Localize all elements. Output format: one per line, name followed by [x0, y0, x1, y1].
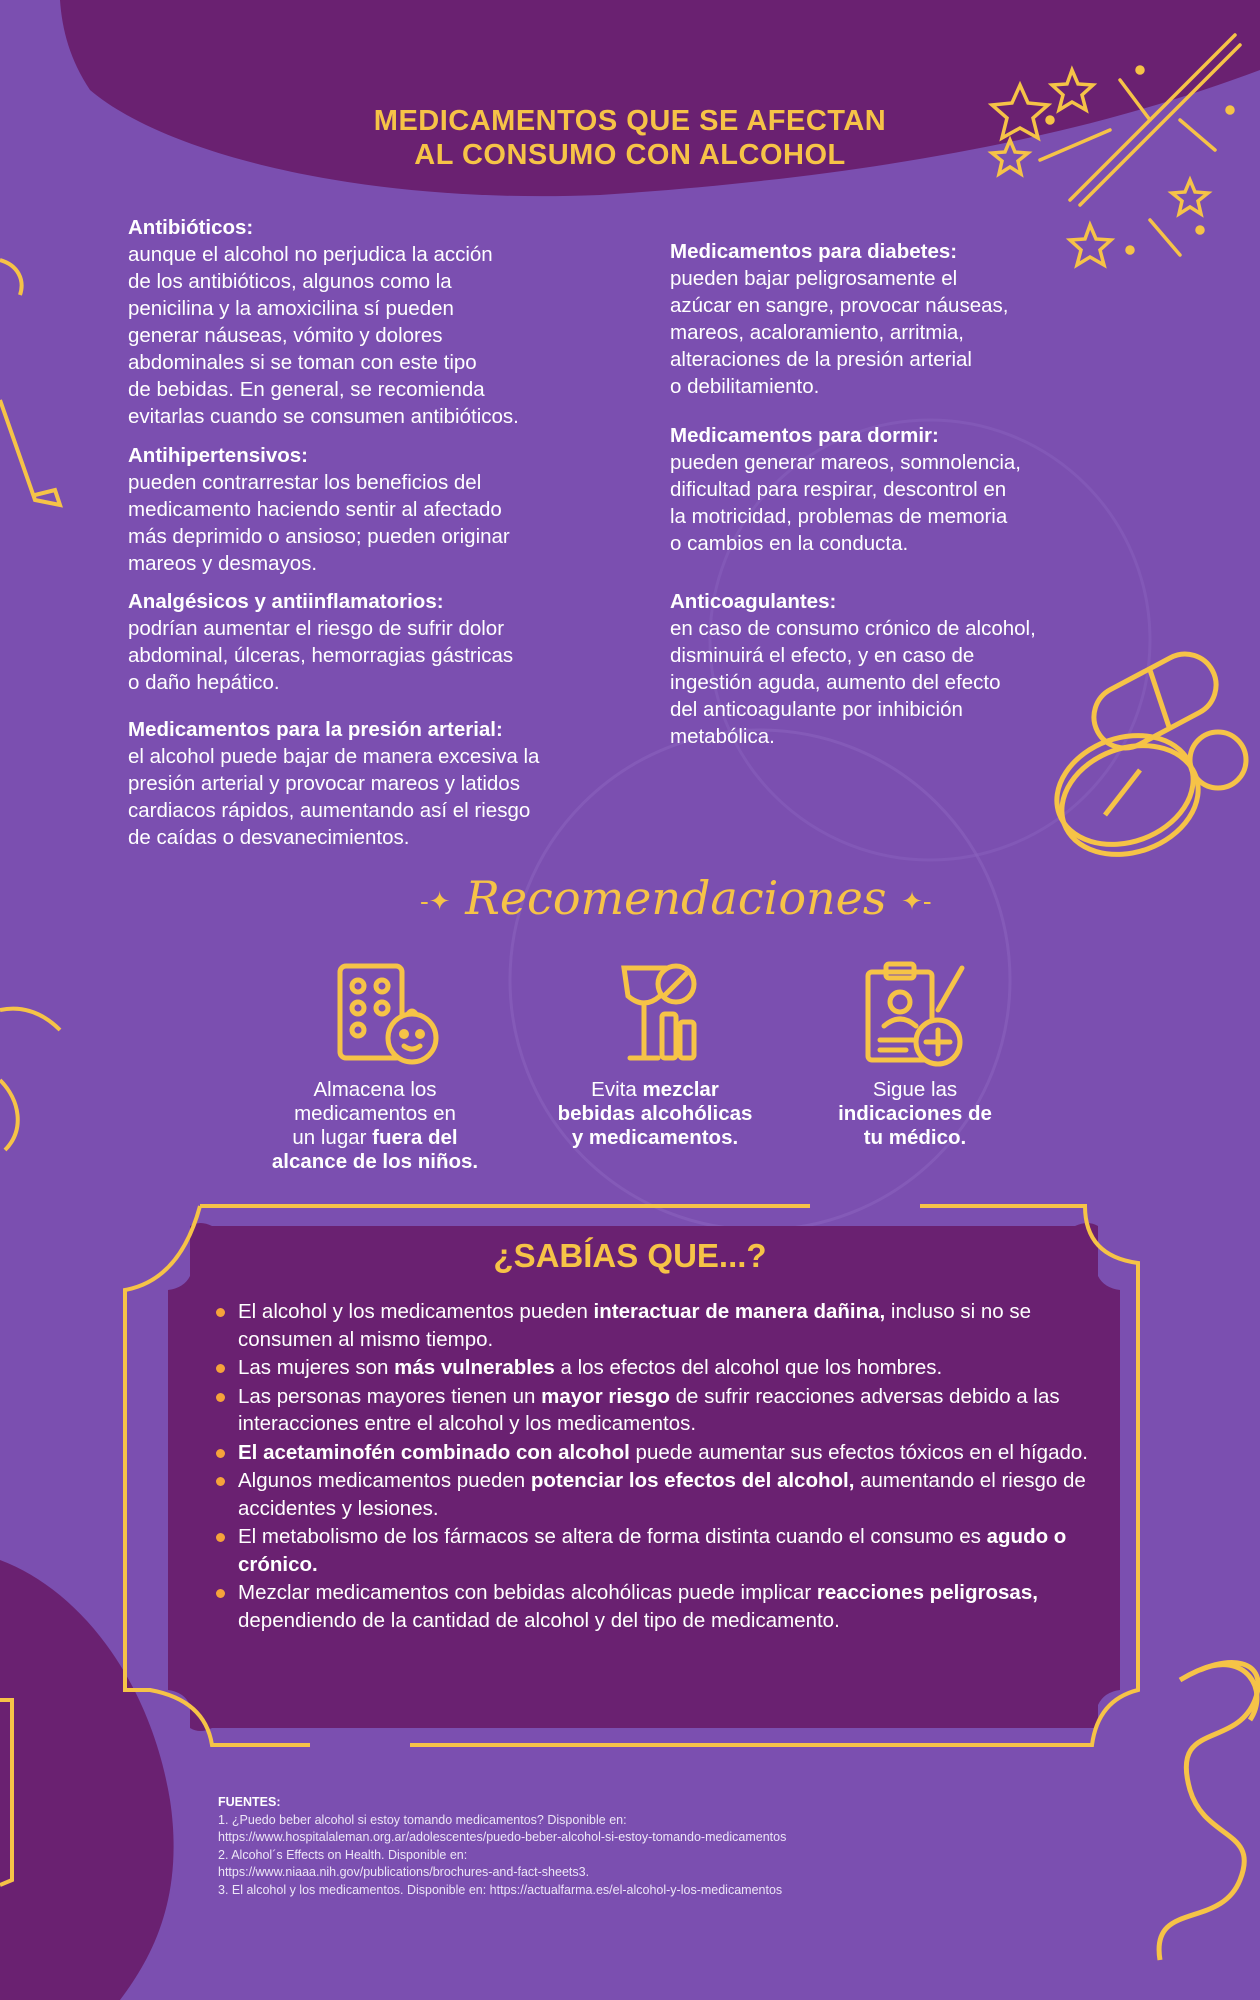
- fact-item: [216, 1383, 1096, 1438]
- sparkle-icon: ✦-: [901, 887, 932, 917]
- fact-text: aumentando el riesgo de accidentes y lesiones.: [238, 1469, 1086, 1520]
- fact-bold: agudo o crónico.: [238, 1525, 1067, 1576]
- bottom-left-blob: [0, 1560, 174, 2000]
- med-title: Antibióticos:: [128, 216, 254, 239]
- med-line: o debilitamiento.: [670, 375, 820, 398]
- fact-item: [216, 1298, 1096, 1353]
- reco-bold: indicaciones de: [838, 1102, 992, 1125]
- med-line: o cambios en la conducta.: [670, 532, 909, 555]
- fact-text: Las personas mayores tienen un: [238, 1384, 542, 1408]
- med-line: penicilina y la amoxicilina sí pueden: [128, 297, 454, 320]
- no-alcohol-icon: [618, 962, 702, 1066]
- reco-line: medicamentos en: [294, 1102, 456, 1125]
- page-title: [300, 104, 960, 172]
- reco-bold: fuera del: [372, 1126, 458, 1149]
- sources-title: FUENTES:: [218, 1795, 281, 1809]
- med-line: medicamento haciendo sentir al afectado: [128, 498, 502, 521]
- recommendation-3: [800, 1078, 1030, 1150]
- reco-line-mixed: [240, 1126, 510, 1150]
- reco-line-bold: [800, 1102, 1030, 1126]
- med-line: aunque el alcohol no perjudica la acción: [128, 243, 493, 266]
- recommendations-title-text: Recomendaciones: [465, 871, 887, 925]
- fact-item: [216, 1523, 1096, 1578]
- med-line: la motricidad, problemas de memoria: [670, 505, 1008, 528]
- bullet-icon: [216, 1533, 225, 1542]
- reco-text: un lugar: [292, 1126, 373, 1149]
- med-title: Medicamentos para diabetes:: [670, 240, 958, 263]
- sparkle-icon: -✦: [420, 887, 451, 917]
- med-line: de caídas o desvanecimientos.: [128, 826, 410, 849]
- fact-bold: reacciones peligrosas,: [816, 1581, 1038, 1604]
- recommendations-title: [420, 868, 932, 932]
- reco-text: Evita: [591, 1078, 643, 1101]
- source-line: 1. ¿Puedo beber alcohol si estoy tomando medicamentos? Disponible en:: [218, 1812, 627, 1827]
- fact-bold: mayor riesgo: [541, 1384, 670, 1408]
- med-title: Antihipertensivos:: [128, 444, 308, 467]
- med-title: Anticoagulantes:: [670, 590, 837, 613]
- med-diabetes: [670, 238, 1008, 400]
- fact-item: [216, 1467, 1096, 1522]
- med-line: de los antibióticos, algunos como la: [128, 270, 452, 293]
- medicine-child-icon: [336, 962, 440, 1070]
- med-line: pueden generar mareos, somnolencia,: [670, 451, 1021, 474]
- med-line: más deprimido o ansioso; pueden originar: [128, 525, 510, 548]
- med-antihipertensivos: [128, 442, 510, 577]
- fact-bold: potenciar los efectos del alcohol,: [530, 1469, 855, 1492]
- doctor-prescription-icon: [862, 960, 972, 1072]
- fact-bold: más vulnerables: [394, 1356, 555, 1379]
- med-line: evitarlas cuando se consumen antibióticos.: [128, 405, 519, 428]
- reco-bold: alcance de los niños.: [271, 1150, 479, 1173]
- med-line: alteraciones de la presión arterial: [670, 348, 972, 371]
- med-line: pueden bajar peligrosamente el: [670, 267, 958, 290]
- bullet-icon: [216, 1477, 225, 1486]
- fact-item: [216, 1439, 1096, 1467]
- med-title: Medicamentos para la presión arterial:: [128, 718, 503, 741]
- reco-line-bold: [800, 1126, 1030, 1150]
- med-line: abdominales si se toman con este tipo: [128, 351, 477, 374]
- did-you-know-title: ¿SABÍAS QUE...?: [493, 1237, 767, 1274]
- med-line: de bebidas. En general, se recomienda: [128, 378, 485, 401]
- reco-bold: y medicamentos.: [571, 1126, 739, 1149]
- bullet-icon: [216, 1364, 225, 1373]
- med-dormir: [670, 422, 1021, 557]
- med-title: Medicamentos para dormir:: [670, 424, 939, 447]
- med-line: dificultad para respirar, descontrol en: [670, 478, 1007, 501]
- fact-text: a los efectos del alcohol que los hombres.: [554, 1356, 943, 1379]
- reco-line: Almacena los: [313, 1078, 437, 1101]
- med-line: mareos, acaloramiento, arritmia,: [670, 321, 964, 344]
- med-line: mareos y desmayos.: [128, 552, 318, 575]
- fact-text: El alcohol y los medicamentos pueden: [238, 1300, 594, 1323]
- med-antibioticos: [128, 214, 519, 430]
- reco-bold: tu médico.: [863, 1126, 967, 1149]
- pills-icon: [1041, 643, 1246, 873]
- bullet-icon: [216, 1393, 225, 1402]
- reco-line: Sigue las: [872, 1078, 958, 1101]
- fact-text: El metabolismo de los fármacos se altera de forma distinta cuando el consumo es: [238, 1525, 987, 1548]
- fact-bold: El acetaminofén combinado con alcohol: [238, 1440, 630, 1464]
- title-line-1: MEDICAMENTOS QUE SE AFECTAN: [373, 105, 887, 137]
- fact-text: Las mujeres son: [238, 1356, 395, 1379]
- med-line: presión arterial y provocar mareos y latidos: [128, 772, 520, 795]
- med-line: ingestión aguda, aumento del efecto: [670, 671, 1001, 694]
- reco-line-bold: [525, 1126, 785, 1150]
- reco-bold: mezclar: [642, 1078, 719, 1101]
- title-line-2: AL CONSUMO CON ALCOHOL: [414, 139, 846, 171]
- med-analgesicos: [128, 588, 513, 696]
- med-line: cardiacos rápidos, aumentando así el riesgo: [128, 799, 531, 822]
- fact-text: puede aumentar sus efectos tóxicos en el hígado.: [629, 1440, 1088, 1464]
- bullet-icon: [216, 1308, 225, 1317]
- med-line: el alcohol puede bajar de manera excesiva la: [128, 745, 540, 768]
- source-link[interactable]: https://www.niaaa.nih.gov/publications/brochures-and-fact-sheets3.: [218, 1865, 590, 1879]
- med-line: azúcar en sangre, provocar náuseas,: [670, 294, 1009, 317]
- med-presion-arterial: [128, 716, 539, 851]
- source-line: 2. Alcohol´s Effects on Health. Disponible en:: [218, 1847, 468, 1862]
- med-line: abdominal, úlceras, hemorragias gástricas: [128, 644, 514, 667]
- source-line: 3. El alcohol y los medicamentos. Disponible en: https://actualfarma.es/el-alcohol-y-los-medicamentos: [218, 1882, 783, 1897]
- fact-bold: interactuar de manera dañina,: [593, 1300, 886, 1323]
- fact-text: Algunos medicamentos pueden: [238, 1469, 531, 1492]
- med-line: disminuirá el efecto, y en caso de: [670, 644, 975, 667]
- med-line: podrían aumentar el riesgo de sufrir dolor: [128, 617, 505, 640]
- fact-text: incluso si no se consumen al mismo tiempo.: [238, 1300, 1032, 1351]
- ribbon-icon: [1159, 1663, 1258, 1960]
- reco-bold: bebidas alcohólicas: [557, 1102, 753, 1125]
- fact-text: de sufrir reacciones adversas debido a las interacciones entre el alcohol y los medicamentos.: [238, 1384, 1060, 1435]
- reco-line-mixed: [525, 1078, 785, 1102]
- reco-line-bold: [240, 1150, 510, 1174]
- recommendation-2: [525, 1078, 785, 1150]
- sources: [218, 1794, 1078, 1899]
- fact-item: [216, 1579, 1096, 1634]
- med-line: en caso de consumo crónico de alcohol,: [670, 617, 1036, 640]
- med-line: pueden contrarrestar los beneficios del: [128, 471, 482, 494]
- fact-item: [216, 1354, 1096, 1382]
- med-line: metabólica.: [670, 725, 775, 748]
- med-line: generar náuseas, vómito y dolores: [128, 324, 443, 347]
- bullet-icon: [216, 1449, 225, 1458]
- fact-text: Mezclar medicamentos con bebidas alcohólicas puede implicar: [238, 1581, 817, 1604]
- med-anticoagulantes: [670, 588, 1036, 750]
- bullet-icon: [216, 1589, 225, 1598]
- source-link[interactable]: https://www.hospitalaleman.org.ar/adolescentes/puedo-beber-alcohol-si-estoy-tomando-medicamentos: [218, 1830, 787, 1844]
- did-you-know-list: [216, 1298, 1096, 1635]
- med-line: o daño hepático.: [128, 671, 280, 694]
- med-title: Analgésicos y antiinflamatorios:: [128, 590, 444, 613]
- reco-line-bold: [525, 1102, 785, 1126]
- fact-text: dependiendo de la cantidad de alcohol y del tipo de medicamento.: [238, 1608, 840, 1632]
- recommendation-1: [240, 1078, 510, 1174]
- med-line: del anticoagulante por inhibición: [670, 698, 963, 721]
